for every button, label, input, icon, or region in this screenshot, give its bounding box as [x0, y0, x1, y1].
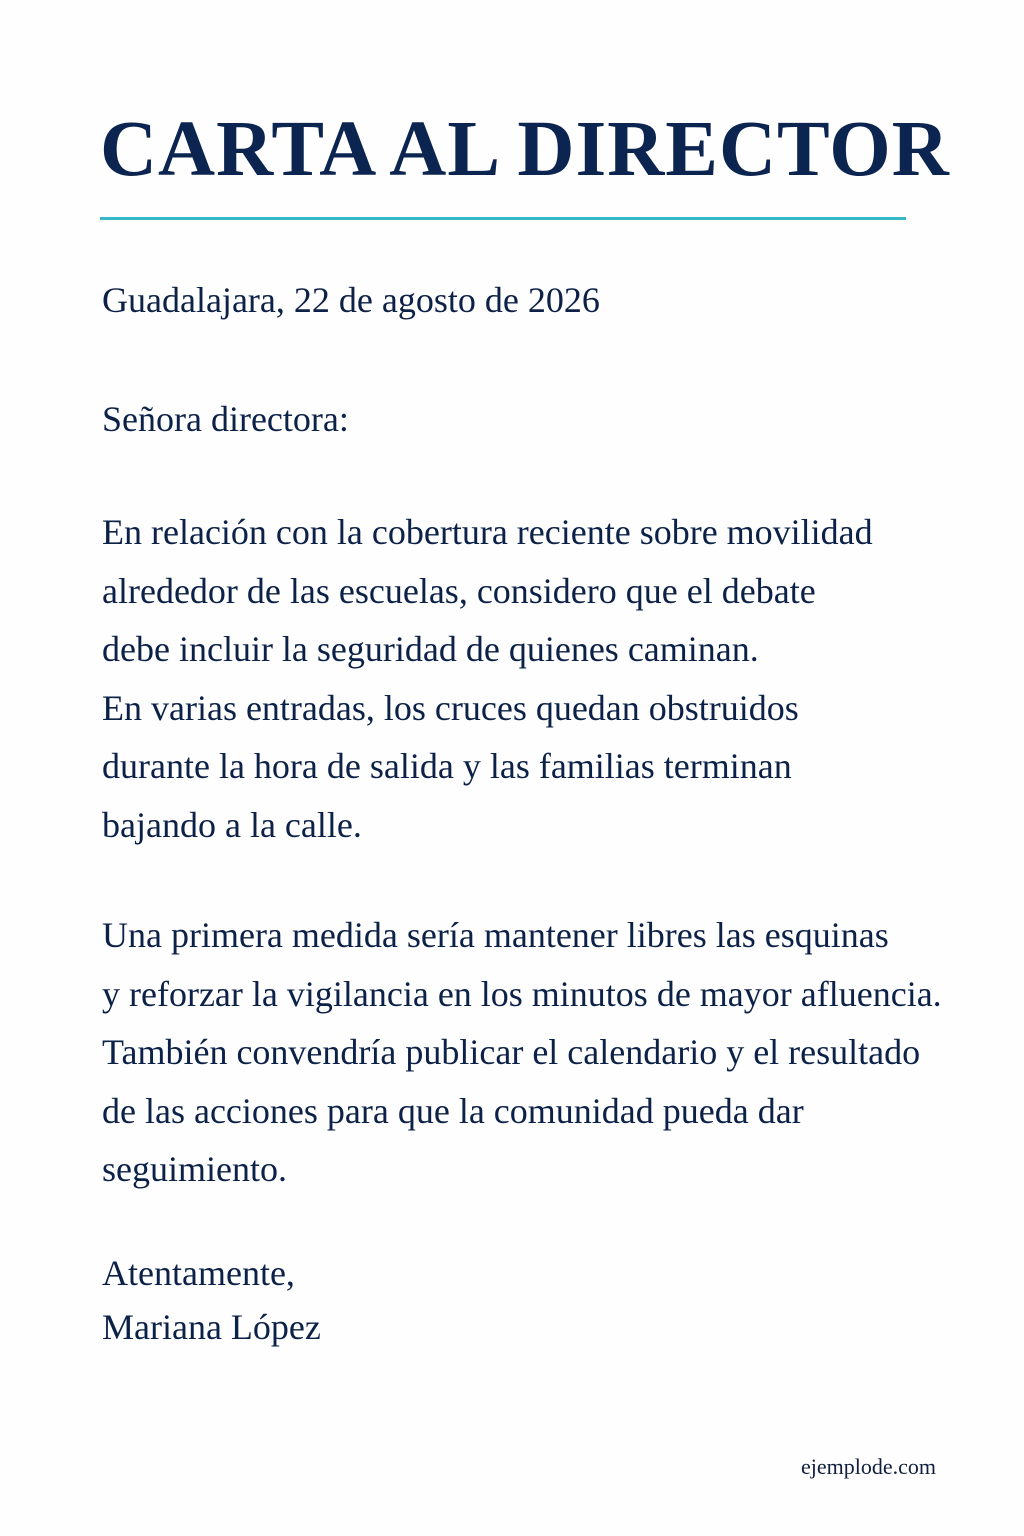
letter-title: CARTA AL DIRECTOR [100, 106, 950, 193]
paragraph-2-line-2: y reforzar la vigilancia en los minutos de mayor afluencia. [102, 973, 942, 1014]
closing-block [102, 1246, 321, 1354]
paragraph-2-line-3: También convendría publicar el calendario y el resultado [102, 1032, 921, 1072]
paragraph-2-line-5: seguimiento. [102, 1149, 287, 1189]
letter-date: Guadalajara, 22 de agosto de 2026 [102, 280, 600, 320]
title-divider [100, 217, 906, 220]
paragraph-1-line-4: En varias entradas, los cruces quedan obstruidos [102, 687, 799, 728]
paragraph-1-line-3: debe incluir la seguridad de quienes caminan. [102, 629, 759, 669]
body-paragraph-1 [102, 503, 873, 854]
website-footer: ejemplode.com [800, 1454, 936, 1479]
closing-text: Atentamente, [102, 1253, 295, 1293]
paragraph-2-line-1: Una primera medida sería mantener libres las esquinas [102, 915, 889, 955]
paragraph-1-line-2: alrededor de las escuelas, considero que el debate [102, 570, 816, 611]
salutation: Señora directora: [102, 399, 349, 439]
body-paragraph-2 [102, 906, 942, 1199]
paragraph-1-line-6: bajando a la calle. [102, 804, 362, 845]
signature-name: Mariana López [102, 1307, 321, 1347]
paragraph-1-line-5: durante la hora de salida y las familias terminan [102, 746, 792, 786]
paragraph-1-line-1: En relación con la cobertura reciente sobre movilidad [102, 512, 873, 552]
paragraph-2-line-4: de las acciones para que la comunidad pueda dar [102, 1090, 804, 1131]
